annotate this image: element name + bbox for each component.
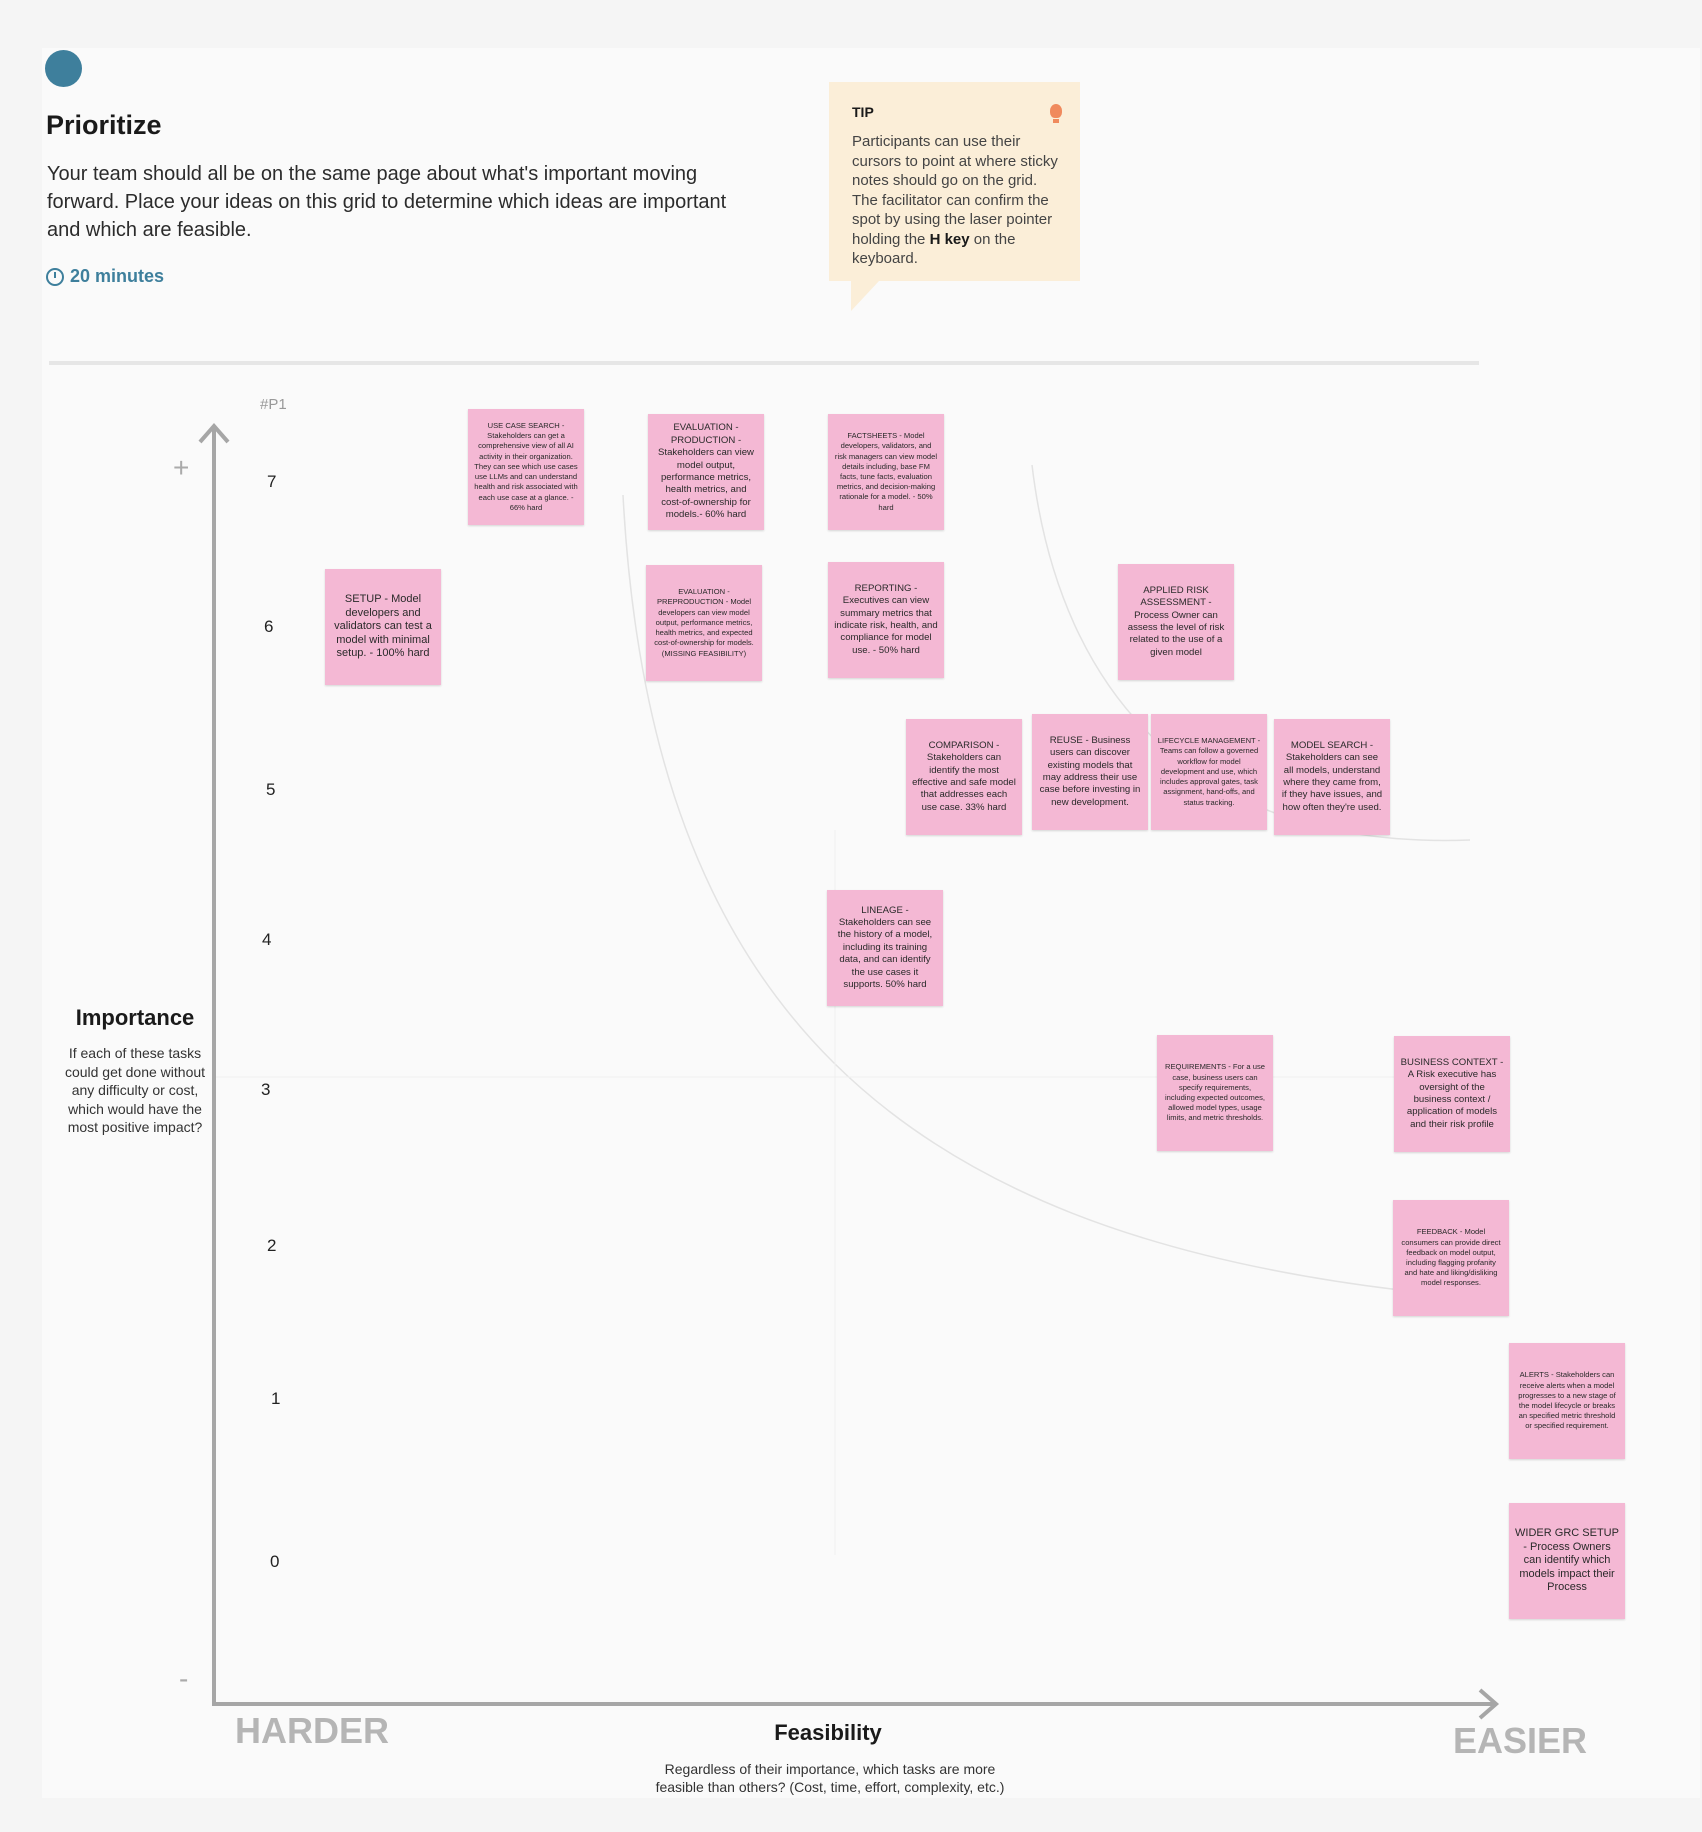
feasibility-description: Regardless of their importance, which tasks are more feasible than others? (Cost, time, effort, complexity, etc.) [655,1761,1005,1795]
sticky-note-applied-risk-assessment[interactable]: APPLIED RISK ASSESSMENT - Process Owner can assess the level of risk related to the use of a given model [1118,564,1234,680]
sticky-note-evaluation-production[interactable]: EVALUATION - PRODUCTION - Stakeholders can view model output, performance metrics, health metrics, and cost-of-ownership for models.- 60% hard [648,414,764,530]
importance-description: If each of these tasks could get done without any difficulty or cost, which would have the most positive impact? [64,1045,206,1135]
sticky-note-reporting[interactable]: REPORTING - Executives can view summary metrics that indicate risk, health, and compliance for model use. - 50% hard [828,562,944,678]
plus-marker: + [173,452,190,483]
tip-text: Participants can use their cursors to point at where sticky notes should go on the grid. The facilitator can confirm the spot by using the laser pointer holding the H key on the keyboard. [852,133,1058,267]
y-tick-2: 2 [267,1236,277,1255]
y-tick-6: 6 [264,617,274,636]
sticky-note-business-context[interactable]: BUSINESS CONTEXT - A Risk executive has oversight of the business context / application of models and their risk profile [1394,1036,1510,1152]
sticky-note-factsheets[interactable]: FACTSHEETS - Model developers, validators, and risk managers can view model details including, base FM facts, tune facts, evaluation metrics, and decision-making rationale for a model. - 50% hard [828,414,944,530]
y-tick-1: 1 [271,1389,281,1408]
sticky-note-lifecycle-management[interactable]: LIFECYCLE MANAGEMENT - Teams can follow a governed workflow for model development and use, which includes approval gates, task assignment, hand-offs, and status tracking. [1151,714,1267,830]
sticky-note-comparison[interactable]: COMPARISON - Stakeholders can identify the most effective and safe model that addresses each use case. 33% hard [906,719,1022,835]
timer-label: 20 minutes [70,266,165,286]
page-title: Prioritize [46,110,162,140]
grid-label: #P1 [260,396,287,413]
y-tick-4: 4 [262,930,272,949]
tip-label: TIP [852,104,874,120]
easier-label: EASIER [1453,1720,1588,1761]
sticky-note-setup[interactable]: SETUP - Model developers and validators can test a model with minimal setup. - 100% hard [325,569,441,685]
harder-label: HARDER [235,1710,390,1751]
minus-marker: - [179,1663,189,1694]
y-tick-7: 7 [267,472,277,491]
sticky-note-reuse[interactable]: REUSE - Business users can discover existing models that may address their use case before investing in new development. [1032,714,1148,830]
sticky-note-evaluation-preproduction[interactable]: EVALUATION - PREPRODUCTION - Model developers can view model output, performance metrics, health metrics, and expected cost-of-ownership for models. (MISSING FEASIBILITY) [646,565,762,681]
y-tick-5: 5 [266,780,276,799]
importance-title: Importance [75,1005,195,1030]
tip-key: H key [929,230,970,248]
y-tick-0: 0 [270,1552,280,1571]
sticky-note-requirements[interactable]: REQUIREMENTS - For a use case, business users can specify requirements, including expected outcomes, allowed model types, usage limits, and metric thresholds. [1157,1035,1273,1151]
page-description: Your team should all be on the same page about what's important moving forward. Place your ideas on this grid to determine which ideas are important and which are feasible. [47,163,727,241]
sticky-note-feedback[interactable]: FEEDBACK - Model consumers can provide direct feedback on model output, including flagging profanity and hate and liking/disliking model responses. [1393,1200,1509,1316]
sticky-note-lineage[interactable]: LINEAGE - Stakeholders can see the history of a model, including its training data, and can identify the use cases it supports. 50% hard [827,890,943,1006]
sticky-note-model-search[interactable]: MODEL SEARCH - Stakeholders can see all models, understand where they came from, if they have issues, and how often they're used. [1274,719,1390,835]
y-tick-3: 3 [261,1080,271,1099]
feasibility-title: Feasibility [774,1720,882,1745]
sticky-note-alerts[interactable]: ALERTS - Stakeholders can receive alerts when a model progresses to a new stage of the model lifecycle or breaks an specified metric threshold or specified requirement. [1509,1343,1625,1459]
sticky-note-use-case-search[interactable]: USE CASE SEARCH - Stakeholders can get a comprehensive view of all AI activity in their organization. They can see which use cases use LLMs and can understand health and risk associated with each use case at a glance. - 66% hard [468,409,584,525]
sticky-note-wider-grc-setup[interactable]: WIDER GRC SETUP - Process Owners can identify which models impact their Process [1509,1503,1625,1619]
